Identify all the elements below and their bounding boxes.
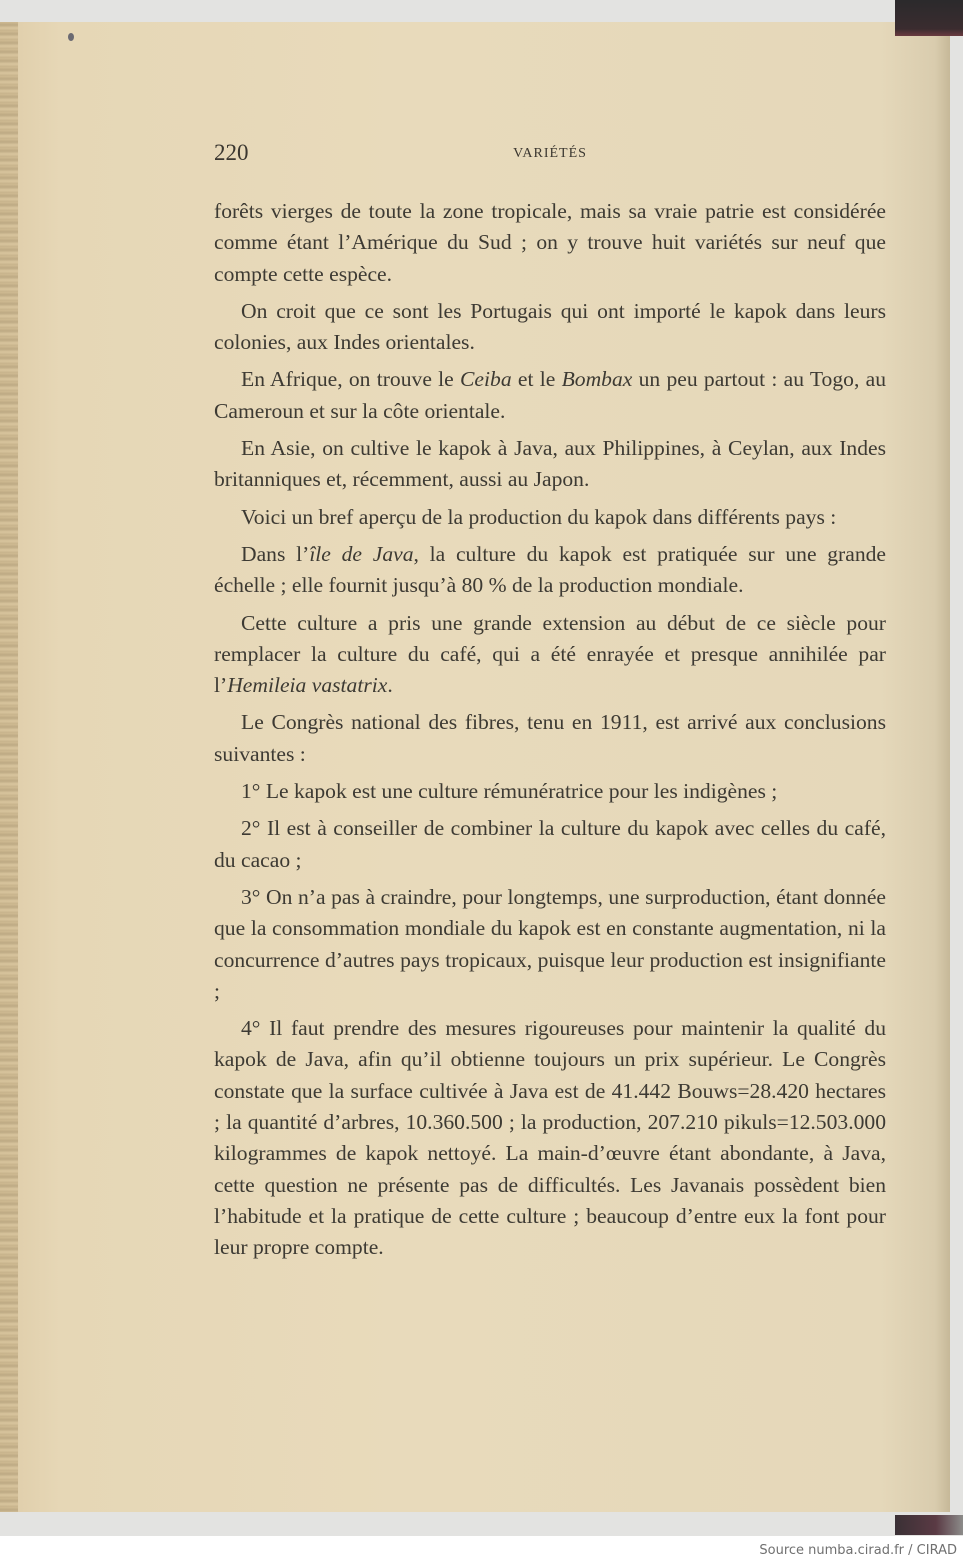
- text-run: forêts vierges de toute la zone tropicale, mais sa vraie patrie est considérée comme étant l’Amérique du Sud ; on y trouve huit variétés sur neuf que compte cette espèce.: [214, 199, 886, 286]
- text-run: et le: [511, 367, 562, 392]
- text-run: Cette culture a pris une grande extension au début de ce siècle pour remplacer la culture du café, qui a été enrayée et presque annihilée par l’: [214, 610, 886, 698]
- paragraph: [214, 1013, 886, 1263]
- paragraph: [214, 707, 886, 770]
- text-run: 4° Il faut prendre des mesures rigoureuses pour maintenir la qualité du kapok de Java, afin qu’il obtienne toujours un prix supérieur. Le Congrès constate que la surface cultivée à Java est de 41.442 Bouws=28.420 hectares ; la quantité d’arbres, 10.360.500 ; la production, 207.210 pikuls=12.503.000 kilogrammes de kapok nettoyé. La main-d’œuvre étant abondante, à Java, cette question ne présente pas de difficultés. Les Javanais possèdent bien l’habitude et la pratique de cette culture ; beaucoup d’entre eux la font pour leur propre compte.: [214, 1016, 886, 1260]
- text-run: En Afrique, on trouve le: [241, 367, 461, 392]
- running-head: [214, 140, 886, 170]
- text-run: .: [387, 673, 393, 698]
- text-run: Le Congrès national des fibres, tenu en 1911, est arrivé aux conclusions suivantes :: [214, 710, 886, 766]
- paragraph: [214, 776, 886, 807]
- text-run: En Asie, on cultive le kapok à Java, aux Philippines, à Ceylan, aux Indes britanniques et, récemment, aussi au Japon.: [214, 436, 886, 492]
- running-title: VARIÉTÉS: [513, 146, 587, 161]
- body-text: [214, 196, 886, 1270]
- italic-term: Ceiba: [460, 367, 512, 392]
- text-run: 3° On n’a pas à craindre, pour longtemps, une surproduction, étant donnée que la consommation mondiale du kapok est en constante augmentation, ni la concurrence d’autres pays tropicaux, puisque leur production est insignifiante ;: [214, 884, 886, 1003]
- text-run: Dans l’: [241, 541, 310, 566]
- paragraph: [214, 433, 886, 496]
- italic-term: Bombax: [561, 367, 633, 392]
- paragraph: [214, 502, 886, 533]
- book-cover-corner-top: [895, 0, 963, 36]
- paragraph: [214, 196, 886, 290]
- paragraph: [214, 608, 886, 702]
- paragraph: [214, 539, 886, 602]
- italic-term: île de Java: [309, 541, 414, 566]
- source-credit: Source numba.cirad.fr / CIRAD: [759, 1543, 957, 1558]
- page-number: 220: [214, 140, 249, 165]
- text-run: 2° Il est à conseiller de combiner la culture du kapok avec celles du café, du cacao ;: [214, 816, 886, 872]
- text-run: On croit que ce sont les Portugais qui ont importé le kapok dans leurs colonies, aux Indes orientales.: [214, 298, 886, 355]
- paragraph: [214, 813, 886, 876]
- page-edge-stack: [0, 22, 18, 1512]
- paragraph: [214, 364, 886, 427]
- paragraph: [214, 296, 886, 359]
- text-run: Voici un bref aperçu de la production du kapok dans différents pays :: [241, 504, 837, 529]
- text-run: 1° Le kapok est une culture rémunératrice pour les indigènes ;: [241, 779, 778, 804]
- book-cover-corner-bottom: [895, 1515, 963, 1535]
- ink-spot: [68, 33, 74, 41]
- text-run: , la culture du kapok est pratiquée sur une grande échelle ; elle fournit jusqu’à 80 % de la production mondiale.: [214, 541, 887, 598]
- text-run: un peu partout : au Togo, au Cameroun et sur la côte orientale.: [214, 367, 886, 423]
- paragraph: [214, 882, 886, 1007]
- italic-term: Hemileia vastatrix: [227, 673, 388, 698]
